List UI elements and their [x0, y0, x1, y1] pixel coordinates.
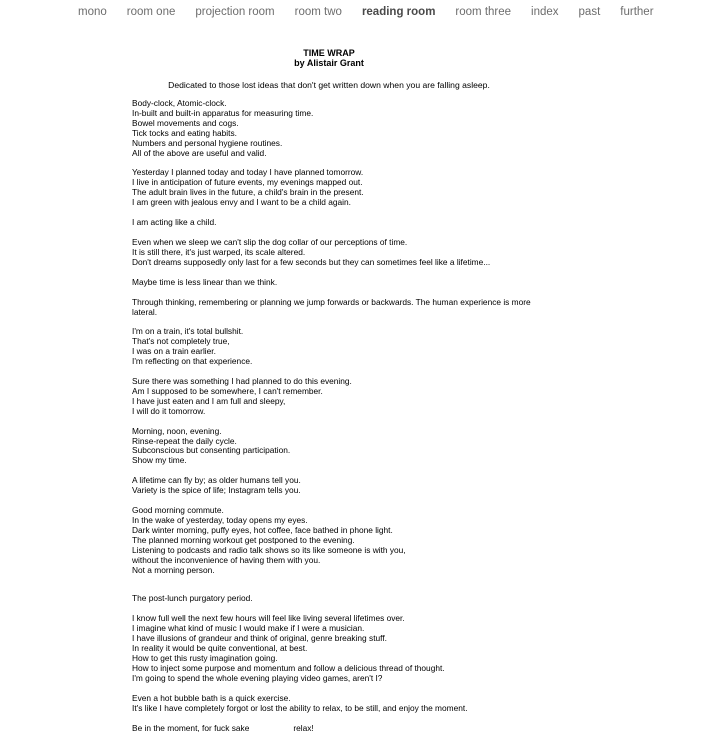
poem-line: The planned morning workout get postponed to the evening.: [132, 534, 355, 545]
poem-line: I live in anticipation of future events, my evenings mapped out.: [132, 177, 363, 188]
poem-line: Numbers and personal hygiene routines.: [132, 137, 283, 148]
poem-line: In reality it would be quite conventional, at best.: [132, 643, 308, 654]
poem-line: [132, 724, 532, 734]
poem-line: Don't dreams supposedly only last for a few seconds but they can sometimes feel like a lifetime...: [132, 256, 491, 267]
stanza: [132, 594, 532, 604]
poem-line-part: relax!: [293, 722, 314, 733]
nav-link-room-two[interactable]: room two: [294, 6, 342, 18]
poem-line: It is still there, it's just warped, its scale altered.: [132, 246, 306, 257]
poem-line: Variety is the spice of life; Instagram tells you.: [132, 485, 301, 496]
poem-line: Even a hot bubble bath is a quick exercise.: [132, 692, 291, 703]
poem-heading: [0, 48, 658, 68]
poem-line: That's not completely true,: [132, 336, 230, 347]
stanza: [132, 168, 532, 208]
poem-dedication: Dedicated to those lost ideas that don't get written down when you are falling asleep.: [168, 80, 490, 90]
poem-line: I am green with jealous envy and I want to be a child again.: [132, 197, 351, 208]
stanza: [132, 278, 532, 288]
poem-line: Rinse-repeat the daily cycle.: [132, 435, 237, 446]
poem-line: I'm reflecting on that experience.: [132, 356, 253, 367]
poem-line: A lifetime can fly by; as older humans tell you.: [132, 475, 301, 486]
stanza: [132, 327, 532, 367]
poem-line: Yesterday I planned today and today I have planned tomorrow.: [132, 167, 364, 178]
stanza: [132, 506, 532, 575]
poem-line: I'm on a train, it's total bullshit.: [132, 326, 244, 337]
poem-line: I know full well the next few hours will feel like living several lifetimes over.: [132, 613, 405, 624]
poem-line: Even when we sleep we can't slip the dog collar of our perceptions of time.: [132, 236, 408, 247]
poem-line: Bowel movements and cogs.: [132, 117, 239, 128]
poem-line: Through thinking, remembering or planning we jump forwards or backwards. The human experience is more lateral.: [132, 296, 531, 317]
poem-line: How to inject some purpose and momentum and follow a delicious thread of thought.: [132, 662, 445, 673]
poem-title: TIME WRAP: [303, 48, 355, 58]
poem-line: Subconscious but consenting participation.: [132, 445, 291, 456]
poem-line: without the inconvenience of having them with you.: [132, 554, 321, 565]
poem-line: The adult brain lives in the future, a child's brain in the present.: [132, 187, 364, 198]
nav-link-past[interactable]: past: [578, 6, 601, 18]
poem-byline: by Alistair Grant: [294, 58, 364, 68]
poem-line: I'm going to spend the whole evening playing video games, aren't I?: [132, 672, 383, 683]
poem-line: Morning, noon, evening.: [132, 425, 222, 436]
poem-line: In-built and built-in apparatus for measuring time.: [132, 107, 314, 118]
poem-line: Dark winter morning, puffy eyes, hot coffee, face bathed in phone light.: [132, 524, 393, 535]
stanza: [132, 694, 532, 714]
poem-line: Tick tocks and eating habits.: [132, 127, 237, 138]
nav-link-room-three[interactable]: room three: [455, 6, 512, 18]
top-navigation: [78, 6, 674, 18]
nav-link-index[interactable]: index: [531, 6, 559, 18]
poem-line: Am I supposed to be somewhere, I can't remember.: [132, 385, 323, 396]
poem-line: I will do it tomorrow.: [132, 405, 206, 416]
poem-line: I have illusions of grandeur and think of original, genre breaking stuff.: [132, 633, 387, 644]
stanza: [132, 614, 532, 683]
poem-line: I was on a train earlier.: [132, 346, 216, 357]
stanza: [132, 476, 532, 496]
poem-line: Good morning commute.: [132, 505, 224, 516]
stanza: [132, 298, 532, 318]
poem-body: [132, 99, 532, 743]
nav-link-room-one[interactable]: room one: [126, 6, 176, 18]
poem-line-part: Be in the moment, for fuck sake: [132, 722, 250, 733]
poem-line: Show my time.: [132, 455, 187, 466]
stanza: [132, 724, 532, 734]
poem-line: Body-clock, Atomic-clock.: [132, 98, 227, 108]
poem-line: How to get this rusty imagination going.: [132, 652, 278, 663]
nav-link-mono[interactable]: mono: [78, 6, 107, 18]
poem-line: It's like I have completely forgot or lost the ability to relax, to be still, and enjoy the moment.: [132, 702, 468, 713]
stanza: [132, 99, 532, 158]
poem-line: All of the above are useful and valid.: [132, 147, 267, 158]
poem-line: Maybe time is less linear than we think.: [132, 276, 278, 287]
poem-line: In the wake of yesterday, today opens my eyes.: [132, 515, 308, 525]
poem-line: Not a morning person.: [132, 564, 215, 575]
stanza: [132, 427, 532, 467]
poem-line: Listening to podcasts and radio talk shows so its like someone is with you,: [132, 544, 406, 555]
poem-line: I have just eaten and I am full and sleepy,: [132, 395, 286, 406]
nav-link-further[interactable]: further: [620, 6, 654, 18]
stanza: [132, 238, 532, 268]
stanza: [132, 218, 532, 228]
poem-line: Sure there was something I had planned to do this evening.: [132, 376, 352, 387]
poem-line: I imagine what kind of music I would make if I were a musician.: [132, 623, 365, 634]
poem-line: I am acting like a child.: [132, 217, 217, 228]
poem-line: The post-lunch purgatory period.: [132, 593, 253, 604]
nav-link-reading-room[interactable]: reading room: [361, 6, 436, 18]
nav-link-projection-room[interactable]: projection room: [195, 6, 275, 18]
stanza: [132, 377, 532, 417]
